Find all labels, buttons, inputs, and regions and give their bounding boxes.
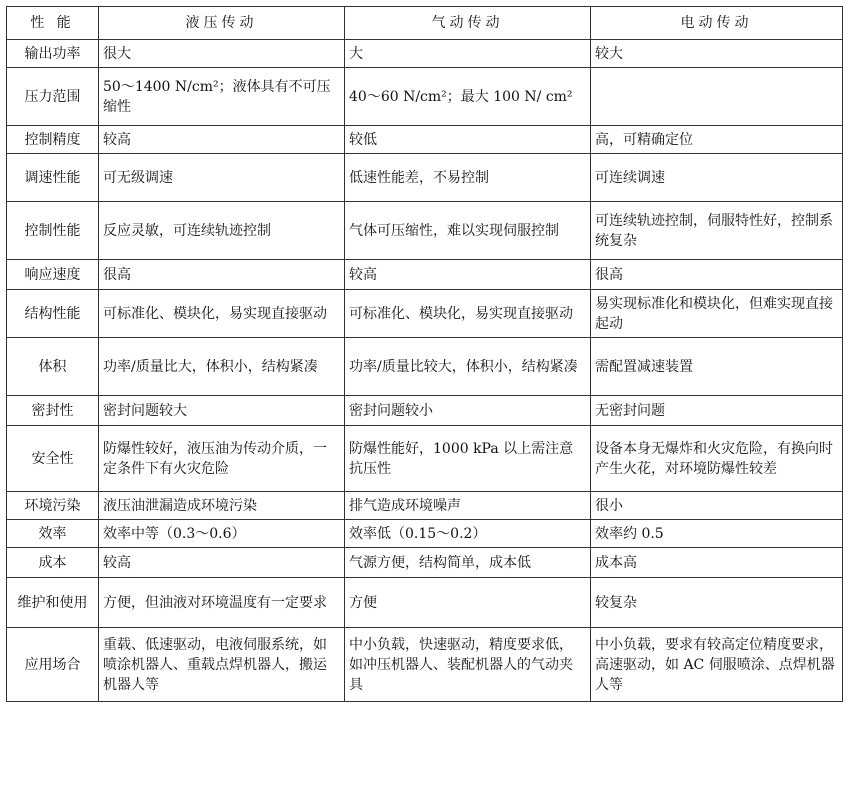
row-electric: 易实现标准化和模块化，但难实现直接起动 bbox=[591, 290, 843, 338]
row-hydraulic: 很大 bbox=[99, 40, 345, 68]
row-pneumatic: 效率低（0.15～0.2） bbox=[345, 520, 591, 548]
row-electric: 很小 bbox=[591, 492, 843, 520]
row-hydraulic: 方便，但油液对环境温度有一定要求 bbox=[99, 578, 345, 628]
table-row bbox=[7, 520, 843, 548]
row-pneumatic: 40～60 N/cm²；最大 100 N/ cm² bbox=[345, 68, 591, 126]
row-hydraulic: 效率中等（0.3～0.6） bbox=[99, 520, 345, 548]
row-hydraulic: 液压油泄漏造成环境污染 bbox=[99, 492, 345, 520]
row-electric: 成本高 bbox=[591, 548, 843, 578]
row-electric: 较复杂 bbox=[591, 578, 843, 628]
row-hydraulic: 防爆性较好，液压油为传动介质，一定条件下有火灾危险 bbox=[99, 426, 345, 492]
row-property: 压力范围 bbox=[7, 68, 99, 126]
row-property: 输出功率 bbox=[7, 40, 99, 68]
row-property: 体积 bbox=[7, 338, 99, 396]
row-hydraulic: 50～1400 N/cm²；液体具有不可压缩性 bbox=[99, 68, 345, 126]
row-property: 成本 bbox=[7, 548, 99, 578]
row-electric: 很高 bbox=[591, 260, 843, 290]
row-property: 调速性能 bbox=[7, 154, 99, 202]
row-hydraulic: 可无级调速 bbox=[99, 154, 345, 202]
row-property: 效率 bbox=[7, 520, 99, 548]
row-pneumatic: 功率/质量比较大，体积小，结构紧凑 bbox=[345, 338, 591, 396]
row-hydraulic: 可标准化、模块化，易实现直接驱动 bbox=[99, 290, 345, 338]
table-row bbox=[7, 426, 843, 492]
row-pneumatic: 较低 bbox=[345, 126, 591, 154]
row-pneumatic: 中小负载，快速驱动，精度要求低，如冲压机器人、装配机器人的气动夹具 bbox=[345, 628, 591, 702]
row-hydraulic: 功率/质量比大，体积小，结构紧凑 bbox=[99, 338, 345, 396]
table-row bbox=[7, 548, 843, 578]
row-pneumatic: 气体可压缩性，难以实现伺服控制 bbox=[345, 202, 591, 260]
row-pneumatic: 气源方便，结构简单，成本低 bbox=[345, 548, 591, 578]
row-electric: 中小负载，要求有较高定位精度要求，高速驱动，如 AC 伺服喷涂、点焊机器人等 bbox=[591, 628, 843, 702]
header-electric: 电动传动 bbox=[591, 7, 843, 40]
row-pneumatic: 低速性能差，不易控制 bbox=[345, 154, 591, 202]
row-electric: 效率约 0.5 bbox=[591, 520, 843, 548]
table-row bbox=[7, 396, 843, 426]
row-property: 响应速度 bbox=[7, 260, 99, 290]
table-row bbox=[7, 68, 843, 126]
row-electric: 可连续轨迹控制，伺服特性好，控制系统复杂 bbox=[591, 202, 843, 260]
header-pneumatic: 气动传动 bbox=[345, 7, 591, 40]
table-body bbox=[7, 40, 843, 702]
header-hydraulic: 液压传动 bbox=[99, 7, 345, 40]
row-property: 控制性能 bbox=[7, 202, 99, 260]
row-hydraulic: 较高 bbox=[99, 126, 345, 154]
header-property: 性 能 bbox=[7, 7, 99, 40]
row-electric bbox=[591, 68, 843, 126]
table-row bbox=[7, 202, 843, 260]
row-hydraulic: 较高 bbox=[99, 548, 345, 578]
row-pneumatic: 防爆性能好，1000 kPa 以上需注意抗压性 bbox=[345, 426, 591, 492]
row-property: 安全性 bbox=[7, 426, 99, 492]
row-hydraulic: 反应灵敏，可连续轨迹控制 bbox=[99, 202, 345, 260]
row-pneumatic: 可标准化、模块化，易实现直接驱动 bbox=[345, 290, 591, 338]
table-row bbox=[7, 154, 843, 202]
row-electric: 设备本身无爆炸和火灾危险，有换向时产生火花，对环境防爆性较差 bbox=[591, 426, 843, 492]
row-property: 维护和使用 bbox=[7, 578, 99, 628]
header-row bbox=[7, 7, 843, 40]
comparison-table bbox=[6, 6, 843, 702]
table-row bbox=[7, 338, 843, 396]
row-pneumatic: 密封问题较小 bbox=[345, 396, 591, 426]
table-row bbox=[7, 492, 843, 520]
row-hydraulic: 很高 bbox=[99, 260, 345, 290]
table-row bbox=[7, 126, 843, 154]
row-property: 密封性 bbox=[7, 396, 99, 426]
row-hydraulic: 重载、低速驱动，电液伺服系统，如喷涂机器人、重载点焊机器人，搬运机器人等 bbox=[99, 628, 345, 702]
row-property: 控制精度 bbox=[7, 126, 99, 154]
row-pneumatic: 大 bbox=[345, 40, 591, 68]
table-row bbox=[7, 40, 843, 68]
row-electric: 高，可精确定位 bbox=[591, 126, 843, 154]
row-pneumatic: 排气造成环境噪声 bbox=[345, 492, 591, 520]
row-electric: 可连续调速 bbox=[591, 154, 843, 202]
row-electric: 需配置减速装置 bbox=[591, 338, 843, 396]
row-property: 应用场合 bbox=[7, 628, 99, 702]
row-property: 结构性能 bbox=[7, 290, 99, 338]
table-row bbox=[7, 290, 843, 338]
row-property: 环境污染 bbox=[7, 492, 99, 520]
row-electric: 无密封问题 bbox=[591, 396, 843, 426]
row-pneumatic: 方便 bbox=[345, 578, 591, 628]
table-row bbox=[7, 578, 843, 628]
row-pneumatic: 较高 bbox=[345, 260, 591, 290]
row-hydraulic: 密封问题较大 bbox=[99, 396, 345, 426]
table-row bbox=[7, 260, 843, 290]
row-electric: 较大 bbox=[591, 40, 843, 68]
table-row bbox=[7, 628, 843, 702]
